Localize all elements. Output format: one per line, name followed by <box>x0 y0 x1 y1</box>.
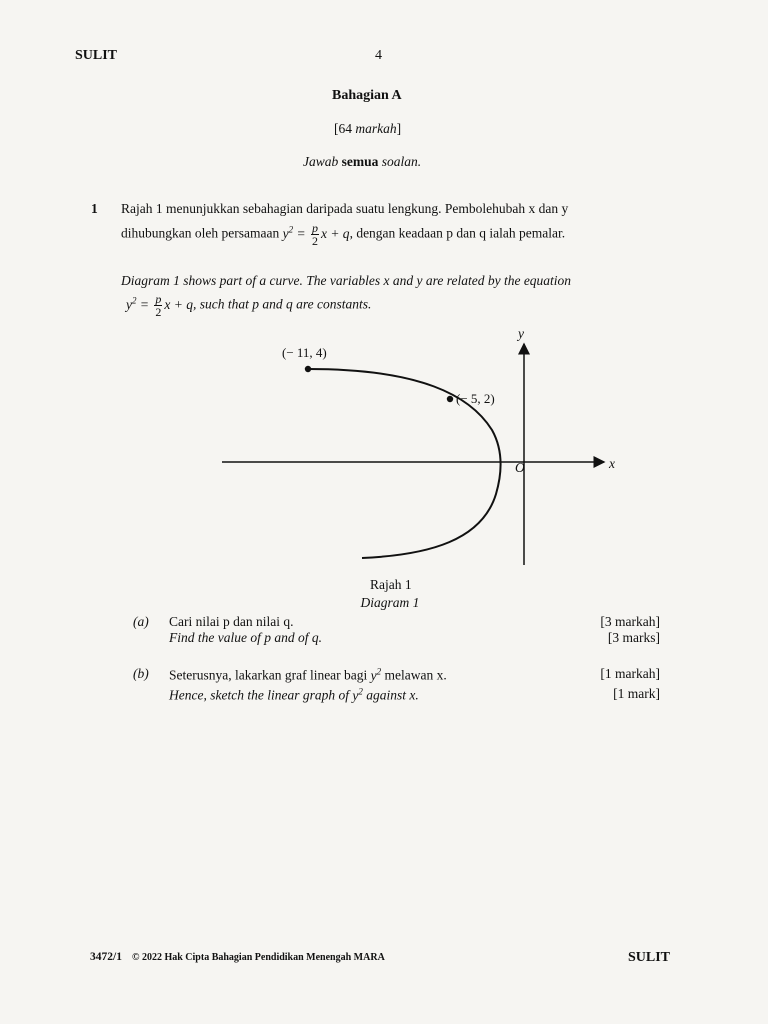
footer-copyright: © 2022 Hak Cipta Bahagian Pendidikan Menengah MARA <box>132 952 385 963</box>
point-a-label: (− 11, 4) <box>282 345 327 360</box>
b-y: y <box>370 667 377 683</box>
footer-code: 3472/1 <box>90 951 122 963</box>
part-a-label: (a) <box>133 614 149 629</box>
part-a-english: Find the value of p and of q. <box>169 630 322 645</box>
section-title: Bahagian A <box>332 88 402 103</box>
part-b-malay <box>169 666 447 684</box>
part-b-english-y2 <box>352 688 363 703</box>
part-b-malay-y2 <box>371 668 382 683</box>
instruction-end: soalan. <box>378 154 422 169</box>
caption-malay: Rajah 1 <box>370 577 412 592</box>
eq-rest: x + q <box>320 225 350 241</box>
eq-power: 2 <box>288 224 294 235</box>
part-b-label: (b) <box>133 666 149 681</box>
marks-open: [64 <box>334 121 356 136</box>
eq2-den: 2 <box>155 305 162 319</box>
question-english-line1: Diagram 1 shows part of a curve. The variables x and y are related by the equation <box>121 273 572 288</box>
part-b-malay-start: Seterusnya, lakarkan graf linear bagi <box>169 667 371 683</box>
eq2-power: 2 <box>132 295 137 306</box>
eq2-equals: = <box>136 296 153 312</box>
instruction-bold: semua <box>341 154 379 169</box>
marks-close: ] <box>396 121 402 136</box>
part-a-marks-malay: [3 markah] <box>600 614 660 629</box>
english-line2-end: , such that p and q are constants. <box>192 296 372 312</box>
x-axis-label: x <box>609 456 615 471</box>
question-number: 1 <box>91 201 98 216</box>
footer-sulit: SULIT <box>627 950 670 965</box>
eq-lhs: y <box>282 225 289 241</box>
part-b-english-end: against x. <box>362 687 419 703</box>
y-axis-label: y <box>518 326 524 341</box>
part-b-marks-english: [1 mark] <box>613 686 660 701</box>
malay-line2-end: , dengan keadaan p dan q ialah pemalar. <box>349 225 566 241</box>
eq-num: p <box>311 221 318 235</box>
point-b <box>447 396 453 402</box>
eq-equals: = <box>293 225 309 241</box>
header-sulit: SULIT <box>75 48 118 63</box>
page-number: 4 <box>375 48 382 63</box>
malay-line2-start: dihubungkan oleh persamaan <box>121 225 283 241</box>
point-a <box>305 366 311 372</box>
eq2-num: p <box>155 292 162 306</box>
caption-english: Diagram 1 <box>360 595 420 610</box>
part-b-english-start: Hence, sketch the linear graph of <box>169 687 353 703</box>
question-malay-line1: Rajah 1 menunjukkan sebahagian daripada suatu lengkung. Pembolehubah x dan y <box>121 201 569 216</box>
instruction-italic: Jawab <box>303 154 342 169</box>
eq-den: 2 <box>311 234 318 248</box>
part-a-marks-english: [3 marks] <box>607 630 660 645</box>
b-power: 2 <box>376 666 382 676</box>
part-b-marks-malay: [1 markah] <box>600 666 660 681</box>
point-b-label: (− 5, 2) <box>456 391 495 406</box>
origin-label: O <box>515 460 525 475</box>
marks-word: markah <box>355 121 397 136</box>
part-a-malay: Cari nilai p dan nilai q. <box>169 614 294 629</box>
b2-power: 2 <box>358 686 363 696</box>
part-b-english <box>169 686 419 704</box>
part-b-malay-end: melawan x. <box>381 667 447 683</box>
eq2-lhs: y <box>126 296 132 312</box>
b2-y: y <box>352 687 359 703</box>
eq2-rest: x + q <box>164 296 193 312</box>
